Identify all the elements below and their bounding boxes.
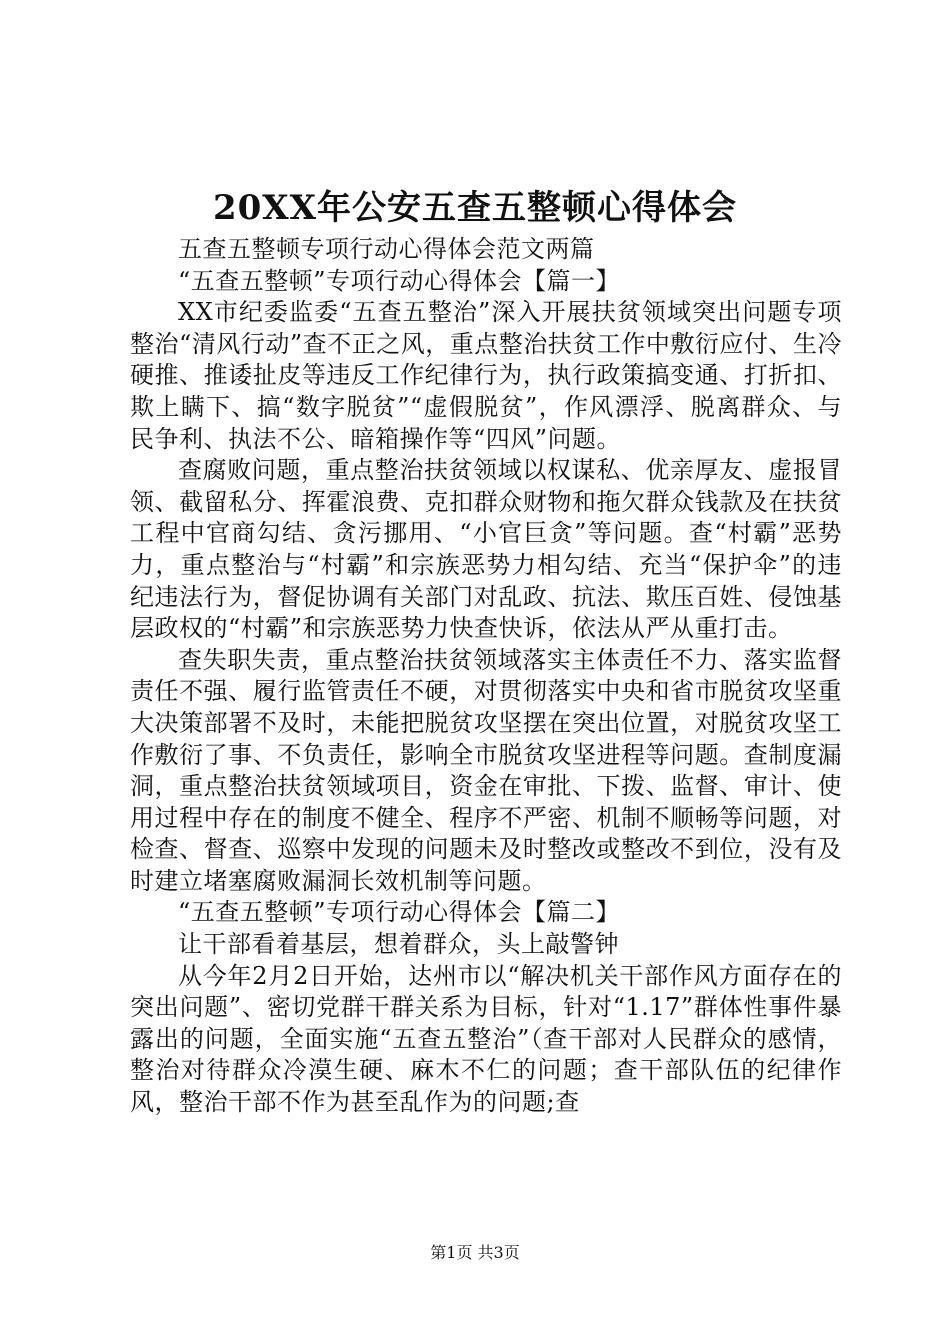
body-paragraph: 查腐败问题，重点整治扶贫领域以权谋私、优亲厚友、虚报冒领、截留私分、挥霍浪费、克扣群众财物和拖欠群众钱款及在扶贫工程中官商勾结、贪污挪用、“小官巨贪”等问题。查“村霸”恶势力，重点整治与“村霸”和宗族恶势力相勾结、充当“保护伞”的违纪违法行为，督促协调有关部门对乱政、抗法、欺压百姓、侵蚀基层政权的“村霸”和宗族恶势力快查快诉，依法从严从重打击。: [130, 456, 842, 643]
section-heading-part-one: “五查五整顿”专项行动心得体会【篇一】: [178, 266, 621, 295]
body-paragraph: 查失职失责，重点整治扶贫领域落实主体责任不力、落实监督责任不强、履行监管责任不硬，对贯彻落实中央和省市脱贫攻坚重大决策部署不及时，未能把脱贫攻坚摆在突出位置，对脱贫攻坚工作敷衍了事、不负责任，影响全市脱贫攻坚进程等问题。查制度漏洞，重点整治扶贫领域项目，资金在审批、下拨、监督、审计、使用过程中存在的制度不健全、程序不严密、机制不顺畅等问题，对检查、督查、巡察中发现的问题未及时整改或整改不到位，没有及时建立堵塞腐败漏洞长效机制等问题。: [130, 645, 842, 895]
section-heading-part-two: “五查五整顿”专项行动心得体会【篇二】: [178, 898, 621, 927]
page-footer: 第1页 共3页: [430, 1243, 520, 1262]
subtitle-paragraph: 五查五整顿专项行动心得体会范文两篇: [178, 235, 595, 263]
body-paragraph: 从今年2月2日开始，达州市以“解决机关干部作风方面存在的突出问题”、密切党群干群关系为目标，针对“1.17”群体性事件暴露出的问题，全面实施“五查五整治”（查干部对人民群众的感情，整治对待群众冷漠生硬、麻木不仁的问题；查干部队伍的纪律作风，整治干部不作为甚至乱作为的问题;查: [130, 961, 842, 1117]
body-paragraph: XX市纪委监委“五查五整治”深入开展扶贫领域突出问题专项整治“清风行动”查不正之风，重点整治扶贫工作中敷衍应付、生冷硬推、推诿扯皮等违反工作纪律行为，执行政策搞变通、打折扣、欺上瞒下、搞“数字脱贫”“虚假脱贫”，作风漂浮、脱离群众、与民争利、执法不公、暗箱操作等“四风”问题。: [130, 298, 842, 453]
body-paragraph: 让干部看着基层，想着群众，头上敲警钟: [178, 930, 619, 959]
document-title: 20XX年公安五查五整顿心得体会: [212, 188, 738, 228]
document-body: [130, 234, 842, 1119]
